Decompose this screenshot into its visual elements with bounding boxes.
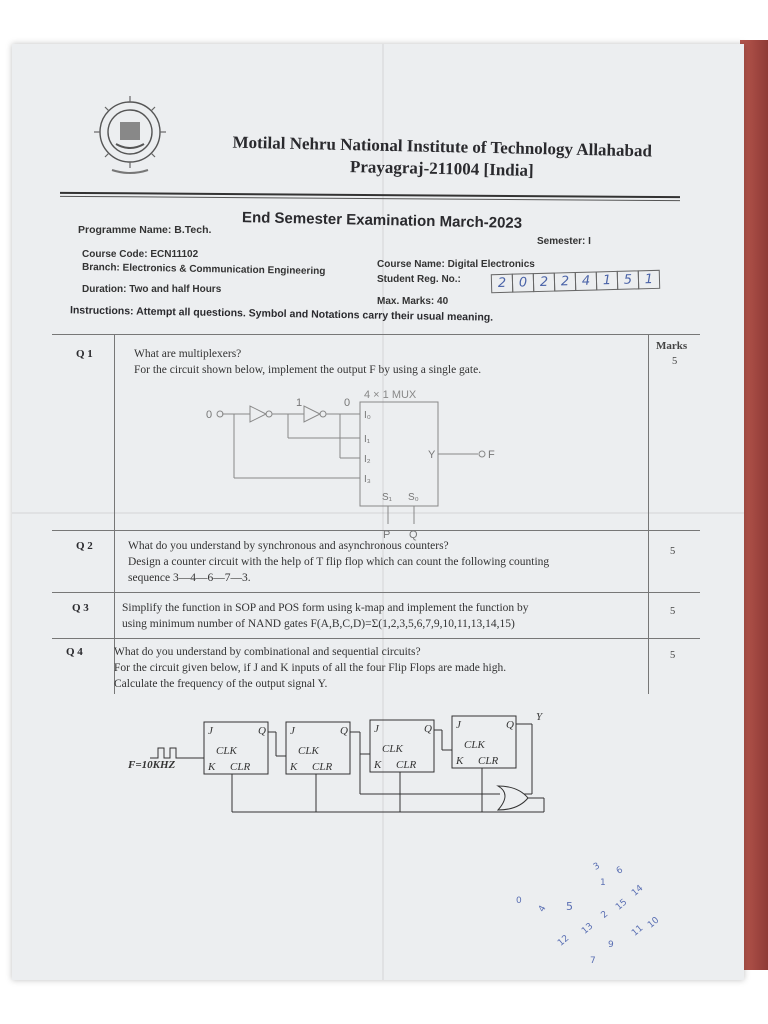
question-line: What do you understand by combinational and sequential circuits? xyxy=(114,646,421,658)
reg-digit: 2 xyxy=(554,272,576,292)
question-3-text xyxy=(122,600,632,632)
reg-digit: 5 xyxy=(617,270,639,290)
mux-select-label: S₀ xyxy=(408,492,419,503)
course-name: Course Name: Digital Electronics xyxy=(377,259,535,270)
scribble-number: 6 xyxy=(614,865,625,877)
instructions: Instructions: Attempt all questions. Symbol and Notations carry their usual meaning. xyxy=(69,304,494,324)
ff-q-label: Q xyxy=(258,725,266,737)
marks-header: Marks xyxy=(656,340,688,352)
question-line: What do you understand by synchronous and asynchronous counters? xyxy=(128,540,449,552)
scribble-number: 9 xyxy=(608,940,614,950)
reg-digit: 4 xyxy=(575,271,597,291)
institute-header xyxy=(222,131,663,184)
scribble-number: 4 xyxy=(537,904,549,914)
scribble-number: 0 xyxy=(516,896,522,906)
question-1-text xyxy=(134,346,644,378)
mux-mid-zero: 0 xyxy=(344,397,351,409)
question-marks: 5 xyxy=(670,606,676,617)
question-marks: 5 xyxy=(672,356,678,367)
question-number: Q 2 xyxy=(76,540,93,552)
question-line: Calculate the frequency of the output signal Y. xyxy=(114,678,328,690)
ff-clk-label: CLK xyxy=(216,745,237,757)
table-rule xyxy=(52,592,700,593)
ff-k-label: K xyxy=(456,755,464,767)
question-line: For the circuit given below, if J and K inputs of all the four Flip Flops are made high. xyxy=(114,662,507,674)
question-number: Q 4 xyxy=(66,646,83,658)
question-marks: 5 xyxy=(670,546,676,557)
course-code: Course Code: ECN11102 xyxy=(82,249,199,260)
programme-name: Programme Name: B.Tech. xyxy=(78,224,212,236)
clock-frequency-label: F=10KHZ xyxy=(128,759,176,771)
scribble-number: 14 xyxy=(630,883,646,899)
semester: Semester: I xyxy=(537,236,591,247)
reg-digit: 1 xyxy=(596,271,618,291)
reg-digit: 2 xyxy=(491,274,513,294)
mux-input-label: I₁ xyxy=(364,434,371,445)
scribble-number: 13 xyxy=(580,921,596,937)
question-number: Q 1 xyxy=(76,348,93,360)
mux-input-label: I₂ xyxy=(364,454,371,465)
institute-address: Prayagraj-211004 [India] xyxy=(349,157,534,180)
reg-digit: 2 xyxy=(533,273,555,293)
institute-name: Motilal Nehru National Institute of Technology Allahabad xyxy=(232,132,653,161)
table-edge xyxy=(740,40,768,970)
mux-circuit-diagram xyxy=(192,384,512,544)
question-4-text xyxy=(114,644,624,692)
student-reg-label: Student Reg. No.: xyxy=(377,274,461,285)
ff-clk-label: CLK xyxy=(382,743,403,755)
flip-flop-circuit-diagram xyxy=(112,708,562,818)
ff-k-label: K xyxy=(290,761,298,773)
ff-k-label: K xyxy=(208,761,216,773)
ff-clr-label: CLR xyxy=(396,759,417,771)
question-line: What are multiplexers? xyxy=(134,348,242,360)
branch: Branch: Electronics & Communication Engineering xyxy=(81,261,326,278)
mux-select-label: S₁ xyxy=(382,492,393,503)
ff-q-label: Q xyxy=(424,723,432,735)
mux-input-zero: 0 xyxy=(206,409,213,421)
reg-digit: 1 xyxy=(638,270,660,290)
ff-j-label: J xyxy=(208,725,213,737)
mux-select-var: Q xyxy=(409,529,418,541)
question-line: using minimum number of NAND gates F(A,B,C,D)=Σ(1,2,3,5,6,7,9,10,11,13,14,15) xyxy=(122,618,515,630)
mux-title: 4 × 1 MUX xyxy=(364,389,417,401)
reg-digit: 0 xyxy=(512,273,534,293)
student-reg-number xyxy=(492,270,660,293)
ff-clr-label: CLR xyxy=(230,761,251,773)
ff-j-label: J xyxy=(374,723,379,735)
ff-k-label: K xyxy=(374,759,382,771)
mux-mid-one: 1 xyxy=(296,397,303,409)
question-line: For the circuit shown below, implement the output F by using a single gate. xyxy=(134,364,482,376)
mux-output-f: F xyxy=(488,449,495,461)
question-marks: 5 xyxy=(670,650,676,661)
ff-j-label: J xyxy=(456,719,461,731)
scribble-number: 3 xyxy=(591,861,602,873)
ff-clk-label: CLK xyxy=(298,745,319,757)
scribble-number: 7 xyxy=(590,956,596,966)
duration: Duration: Two and half Hours xyxy=(82,284,222,295)
mux-select-var: P xyxy=(383,529,391,541)
table-column-rule xyxy=(648,334,649,694)
exam-title: End Semester Examination March-2023 xyxy=(241,209,523,232)
ff-j-label: J xyxy=(290,725,295,737)
question-2-text xyxy=(128,538,638,586)
table-rule xyxy=(52,638,700,639)
max-marks: Max. Marks: 40 xyxy=(377,296,449,307)
mux-input-label: I₀ xyxy=(364,410,371,421)
scribble-number: 2 xyxy=(599,909,611,921)
scribble-number: 10 xyxy=(646,915,662,931)
ff-clk-label: CLK xyxy=(464,739,485,751)
institute-logo xyxy=(92,92,168,176)
ff-clr-label: CLR xyxy=(478,755,499,767)
question-number: Q 3 xyxy=(72,602,89,614)
ff-q-label: Q xyxy=(506,719,514,731)
scribble-number: 11 xyxy=(630,923,646,939)
mux-input-label: I₃ xyxy=(364,474,371,485)
ff-q-label: Q xyxy=(340,725,348,737)
scribble-number: 15 xyxy=(614,897,630,913)
table-rule xyxy=(52,334,700,335)
question-line: Design a counter circuit with the help of T flip flop which can count the following counting xyxy=(128,556,550,568)
scribble-number: 1 xyxy=(600,878,606,888)
scribble-number: 12 xyxy=(556,933,572,949)
scribble-number: 5 xyxy=(566,900,573,913)
mux-output-pin: Y xyxy=(428,449,436,461)
table-column-rule xyxy=(114,334,115,694)
question-line: sequence 3—4—6—7—3. xyxy=(128,572,251,584)
ff-output-y: Y xyxy=(536,711,543,723)
question-line: Simplify the function in SOP and POS form using k-map and implement the function by xyxy=(122,602,529,614)
exam-paper xyxy=(12,44,744,980)
ff-clr-label: CLR xyxy=(312,761,333,773)
